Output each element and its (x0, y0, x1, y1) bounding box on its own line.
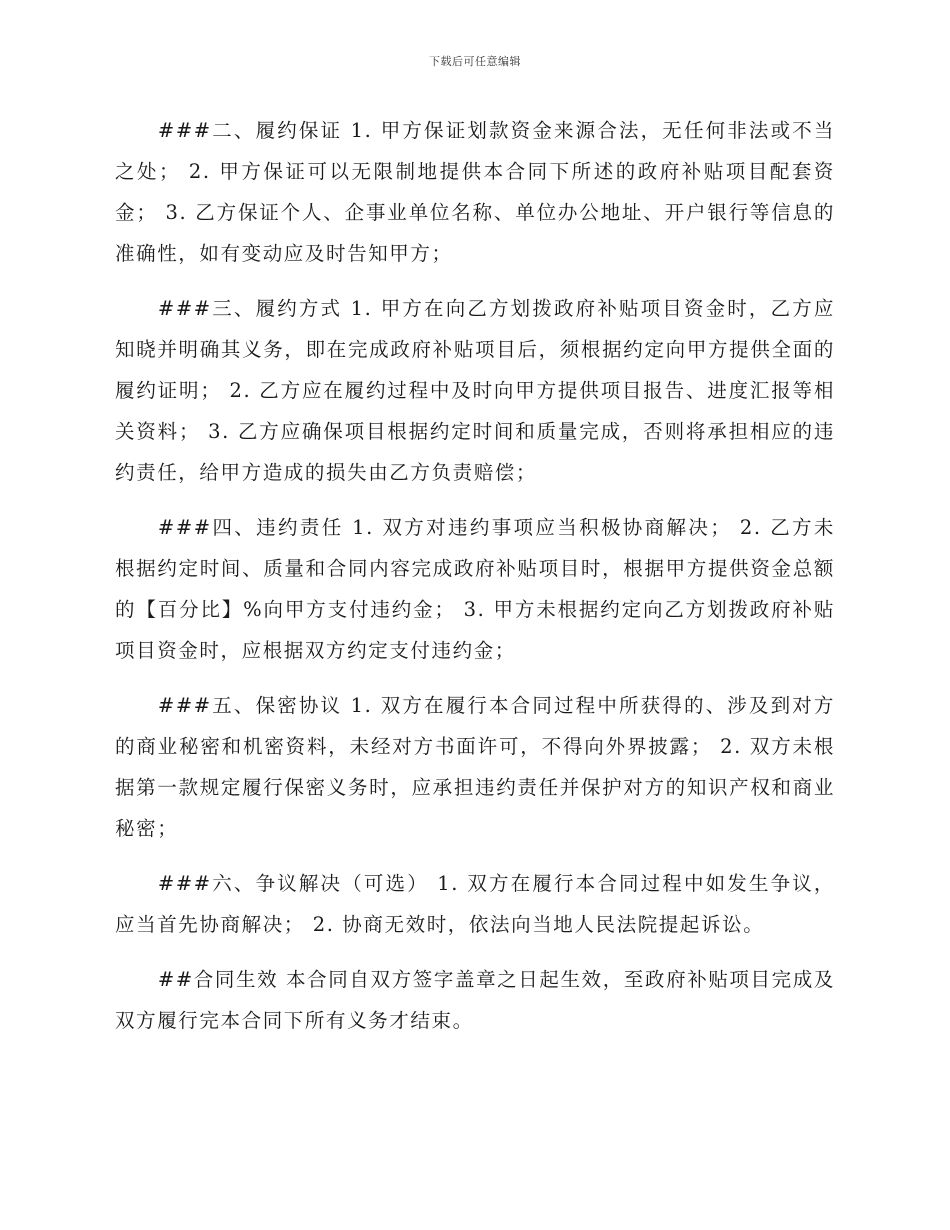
section-confidentiality: ###五、保密协议 1. 双方在履行本合同过程中所获得的、涉及到对方的商业秘密和机密资料，未经对方书面许可，不得向外界披露； 2. 双方未根据第一款规定履行保密义务时，应承担违约责任并保护对方的知识产权和商业秘密； (115, 694, 835, 840)
page-header: 下载后可任意编辑 (429, 55, 521, 68)
section-breach-liability: ###四、违约责任 1. 双方对违约事项应当积极协商解决； 2. 乙方未根据约定时间、质量和合同内容完成政府补贴项目时，根据甲方提供资金总额的【百分比】%向甲方支付违约金； 3. 甲方未根据约定向乙方划拨政府补贴项目资金时，应根据双方约定支付违约金； (115, 516, 835, 662)
section-performance-method: ###三、履约方式 1. 甲方在向乙方划拨政府补贴项目资金时，乙方应知晓并明确其义务，即在完成政府补贴项目后，须根据约定向甲方提供全面的履约证明； 2. 乙方应在履约过程中及时向甲方提供项目报告、进度汇报等相关资料； 3. 乙方应确保项目根据约定时间和质量完成，否则将承担相应的违约责任，给甲方造成的损失由乙方负责赔偿； (115, 297, 835, 484)
section-contract-effectiveness: ##合同生效 本合同自双方签字盖章之日起生效，至政府补贴项目完成及双方履行完本合同下所有义务才结束。 (115, 968, 835, 1032)
document-body (115, 110, 835, 1055)
section-performance-guarantee: ###二、履约保证 1. 甲方保证划款资金来源合法，无任何非法或不当之处； 2. 甲方保证可以无限制地提供本合同下所述的政府补贴项目配套资金； 3. 乙方保证个人、企事业单位名称、单位办公地址、开户银行等信息的准确性，如有变动应及时告知甲方； (115, 119, 835, 265)
section-dispute-resolution: ###六、争议解决（可选） 1. 双方在履行本合同过程中如发生争议，应当首先协商解决； 2. 协商无效时，依法向当地人民法院提起诉讼。 (115, 872, 835, 936)
